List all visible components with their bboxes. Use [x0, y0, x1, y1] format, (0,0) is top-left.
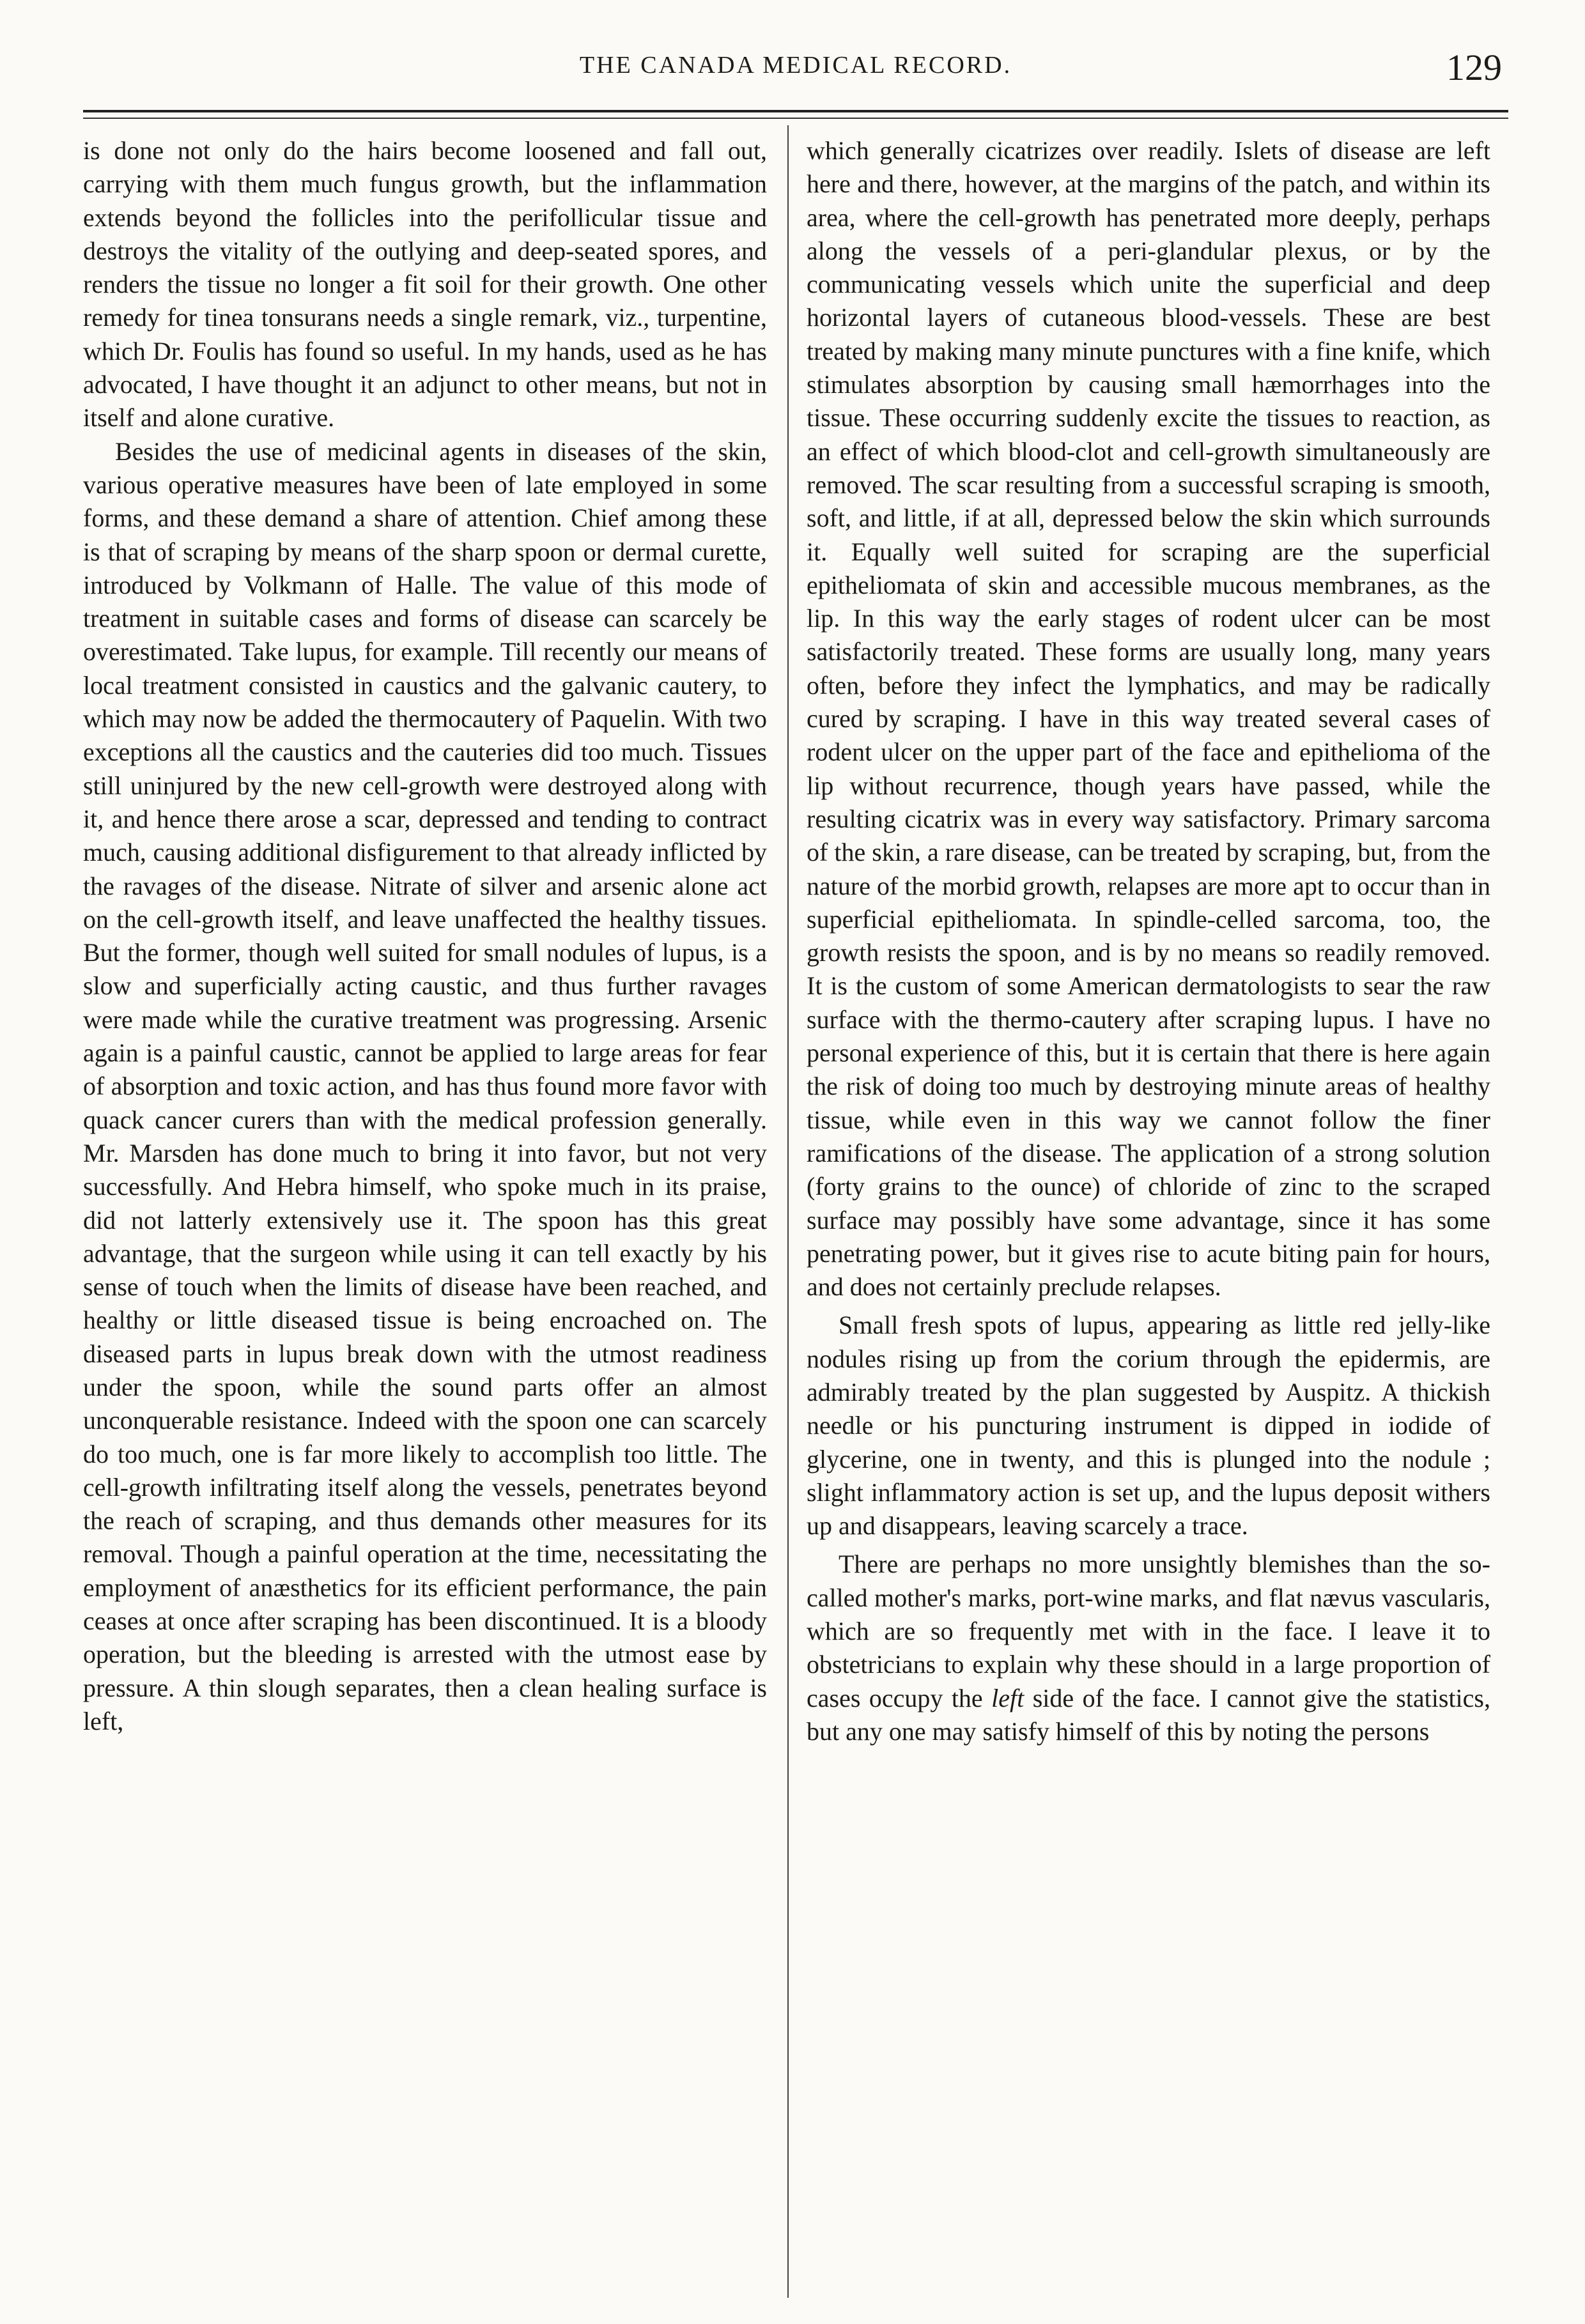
left-column: [83, 134, 767, 1738]
right-column: [807, 134, 1490, 1748]
header-rule-thin: [83, 118, 1508, 119]
right-paragraph-3-end: side of the face. I cannot give the statistics, but any one may satisfy himself of this by noting the persons: [807, 1683, 1490, 1746]
column-divider: [787, 125, 789, 2298]
right-paragraph-3-start: There are perhaps no more unsightly blemishes than the so-called mother's marks, port-wine marks, and flat nævus vascularis, which are so frequently met with in the face. I leave it to obstetricians to explain why these should in a large proportion of cases occupy the: [807, 1550, 1490, 1712]
running-title: THE CANADA MEDICAL RECORD.: [579, 52, 1012, 79]
left-paragraph-1: is done not only do the hairs become loosened and fall out, carrying with them much fungus growth, but the inflammation extends beyond the follicles into the perifollicular tissue and destroys the vitality of the outlying and deep-seated spores, and renders the tissue no longer a fit soil for their growth. One other remedy for tinea tonsurans needs a single remark, viz., turpentine, which Dr. Foulis has found so useful. In my hands, used as he has advocated, I have thought it an adjunct to other means, but not in itself and alone curative.: [83, 136, 767, 433]
header-rule-thick: [83, 110, 1508, 112]
right-paragraph-2: Small fresh spots of lupus, appearing as little red jelly-like nodules rising up from the corium through the epidermis, are admirably treated by the plan suggested by Auspitz. A thickish needle or his puncturing instrument is dipped in iodide of glycerine, one in twenty, and this is plunged into the nodule ; slight inflammatory action is set up, and the lupus deposit withers up and disappears, leaving scarcely a trace.: [807, 1311, 1490, 1541]
right-paragraph-3: [807, 1548, 1490, 1748]
right-paragraph-1: which generally cicatrizes over readily. Islets of disease are left here and there, however, at the margins of the patch, and within its area, where the cell-growth has penetrated more deeply, perhaps along the vessels of a peri-glandular plexus, or by the communicating vessels which unite the superficial and deep horizontal layers of cutaneous blood-vessels. These are best treated by making many minute punctures with a fine knife, which stimulates absorption by causing small hæmorrhages into the tissue. These occurring suddenly excite the tissues to reaction, as an effect of which blood-clot and cell-growth simultaneously are removed. The scar resulting from a successful scraping is smooth, soft, and little, if at all, depressed below the skin which surrounds it. Equally well suited for scraping are the superficial epitheliomata of skin and accessible mucous membranes, as the lip. In this way the early stages of rodent ulcer can be most satisfactorily treated. These forms are usually long, many years often, before they infect the lymphatics, and may be radically cured by scraping. I have in this way treated several cases of rodent ulcer on the upper part of the face and epithelioma of the lip without recurrence, though years have passed, while the resulting cicatrix was in every way satisfactory. Primary sarcoma of the skin, a rare disease, can be treated by scraping, but, from the nature of the morbid growth, relapses are more apt to occur than in superficial epitheliomata. In spindle-celled sarcoma, too, the growth resists the spoon, and is by no means so readily removed. It is the custom of some American dermatologists to sear the raw surface with the thermo-cautery after scraping lupus. I have no personal experience of this, but it is certain that there is here again the risk of doing too much by destroying minute areas of healthy tissue, while even in this way we cannot follow the finer ramifications of the disease. The application of a strong solution (forty grains to the ounce) of chloride of zinc to the scraped surface may possibly have some advantage, since it has some penetrating power, but it gives rise to acute biting pain for hours, and does not certainly preclude relapses.: [807, 136, 1490, 1302]
right-paragraph-3-italic: left: [991, 1683, 1024, 1712]
left-paragraph-2: Besides the use of medicinal agents in diseases of the skin, various operative measures have been of late employed in some forms, and these demand a share of attention. Chief among these is that of scraping by means of the sharp spoon or dermal curette, introduced by Volkmann of Halle. The value of this mode of treatment in suitable cases and forms of disease can scarcely be overestimated. Take lupus, for example. Till recently our means of local treatment consisted in caustics and the galvanic cautery, to which may now be added the thermocautery of Paquelin. With two exceptions all the caustics and the cauteries did too much. Tissues still uninjured by the new cell-growth were destroyed along with it, and hence there arose a scar, depressed and tending to contract much, causing additional disfigurement to that already inflicted by the ravages of the disease. Nitrate of silver and arsenic alone act on the cell-growth itself, and leave unaffected the healthy tissues. But the former, though well suited for small nodules of lupus, is a slow and superficially acting caustic, and thus further ravages were made while the curative treatment was progressing. Arsenic again is a painful caustic, cannot be applied to large areas for fear of absorption and toxic action, and has thus found more favor with quack cancer curers than with the medical profession generally. Mr. Marsden has done much to bring it into favor, but not very successfully. And Hebra himself, who spoke much in its praise, did not latterly extensively use it. The spoon has this great advantage, that the surgeon while using it can tell exactly by his sense of touch when the limits of disease have been reached, and healthy or little diseased tissue is being encroached on. The diseased parts in lupus break down with the utmost readiness under the spoon, while the sound parts offer an almost unconquerable resistance. Indeed with the spoon one can scarcely do too much, one is far more likely to accomplish too little. The cell-growth infiltrating itself along the vessels, penetrates beyond the reach of scraping, and thus demands other measures for its removal. Though a painful operation at the time, necessitating the employment of anæsthetics for its efficient performance, the pain ceases at once after scraping has been discontinued. It is a bloody operation, but the bleeding is arrested with the utmost ease by pressure. A thin slough separates, then a clean healing surface is left,: [83, 436, 767, 1735]
page-number: 129: [1446, 47, 1502, 88]
page-header: [83, 46, 1508, 91]
